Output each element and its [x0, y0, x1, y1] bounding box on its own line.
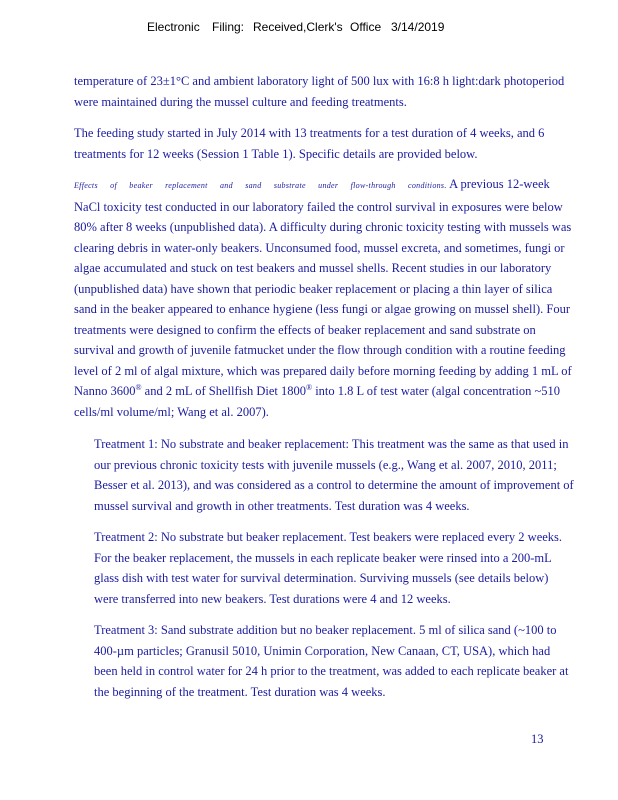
treatment-3 [94, 620, 574, 702]
registered-mark: ® [305, 382, 313, 392]
paragraph-feeding-study [74, 123, 574, 164]
paragraph-beaker-replacement [74, 174, 574, 422]
treatment-text: Treatment 3: Sand substrate addition but no beaker replacement. 5 ml of silica sand (~100 to 400-µm particles; Granusil 5010, Unimin Corporation, New Canaan, CT, USA), which had been held in control water for 24 h prior to the treatment, was added to each replicate beaker at the beginning of the treatment. Test duration was 4 weeks. [94, 623, 569, 699]
header-received: Received,Clerk's [253, 20, 343, 34]
paragraph-part: A previous 12-week NaCl toxicity test conducted in our laboratory failed the control survival in exposures were below 80% after 8 weeks (unpublished data). A difficulty during chronic toxicity testing with mussels was clearing debris in water-only beakers. Unconsumed food, mussel excreta, and sometimes, fungi or algae accumulated and stuck on test beakers and mussel shells. Recent studies in our laboratory (unpublished data) have shown that periodic beaker replacement or placing a thin layer of silica sand in the beaker appeared to enhance hygiene (less fungi or algae growing on mussel shell). Four treatments were designed to confirm the effects of beaker replacement and sand substrate on survival and growth of juvenile fatmucket under the flow through condition with a routine feeding level of 2 ml of algal mixture, which was prepared daily before morning feeding by adding 1 mL of Nanno 3600 [74, 177, 572, 398]
registered-mark: ® [135, 382, 142, 392]
treatment-1 [94, 434, 574, 516]
paragraph-text: temperature of 23±1°C and ambient laboratory light of 500 lux with 16:8 h light:dark photoperiod were maintained during the mussel culture and feeding treatments. [74, 74, 565, 109]
section-heading: Effects of beaker replacement and sand substrate under flow-through conditions. [74, 181, 447, 190]
paragraph-part: and 2 mL of Shellfish Diet 1800 [141, 384, 306, 398]
paragraph-text [74, 174, 574, 422]
header-office: Office [350, 20, 382, 34]
paragraph-text: The feeding study started in July 2014 with 13 treatments for a test duration of 4 weeks, and 6 treatments for 12 weeks (Session 1 Table 1). Specific details are provided below. [74, 126, 545, 161]
paragraph-part: into 1.8 L of test water (algal concentration ~510 cells/ml volume/ml; Wang et al. 2007). [74, 384, 560, 419]
header-filing: Filing: [212, 20, 245, 34]
page-number: 13 [531, 732, 544, 746]
header-electronic: Electronic [147, 20, 200, 34]
treatment-text: Treatment 1: No substrate and beaker replacement: This treatment was the same as that used in our previous chronic toxicity tests with juvenile mussels (e.g., Wang et al. 2007, 2010, 2011; Besser et al. 2013), and was considered as a control to determine the amount of improvement of mussel survival and growth in other treatments. Test duration was 4 weeks. [94, 437, 574, 513]
paragraph-temperature [74, 71, 574, 112]
treatment-text: Treatment 2: No substrate but beaker replacement. Test beakers were replaced every 2 weeks. For the beaker replacement, the mussels in each replicate beaker were rinsed into a 200-mL glass dish with test water for survival determination. Surviving mussels (see details below) were transferred into new beakers. Test durations were 4 and 12 weeks. [94, 530, 563, 606]
treatment-2 [94, 527, 574, 609]
header-date: 3/14/2019 [391, 20, 445, 34]
